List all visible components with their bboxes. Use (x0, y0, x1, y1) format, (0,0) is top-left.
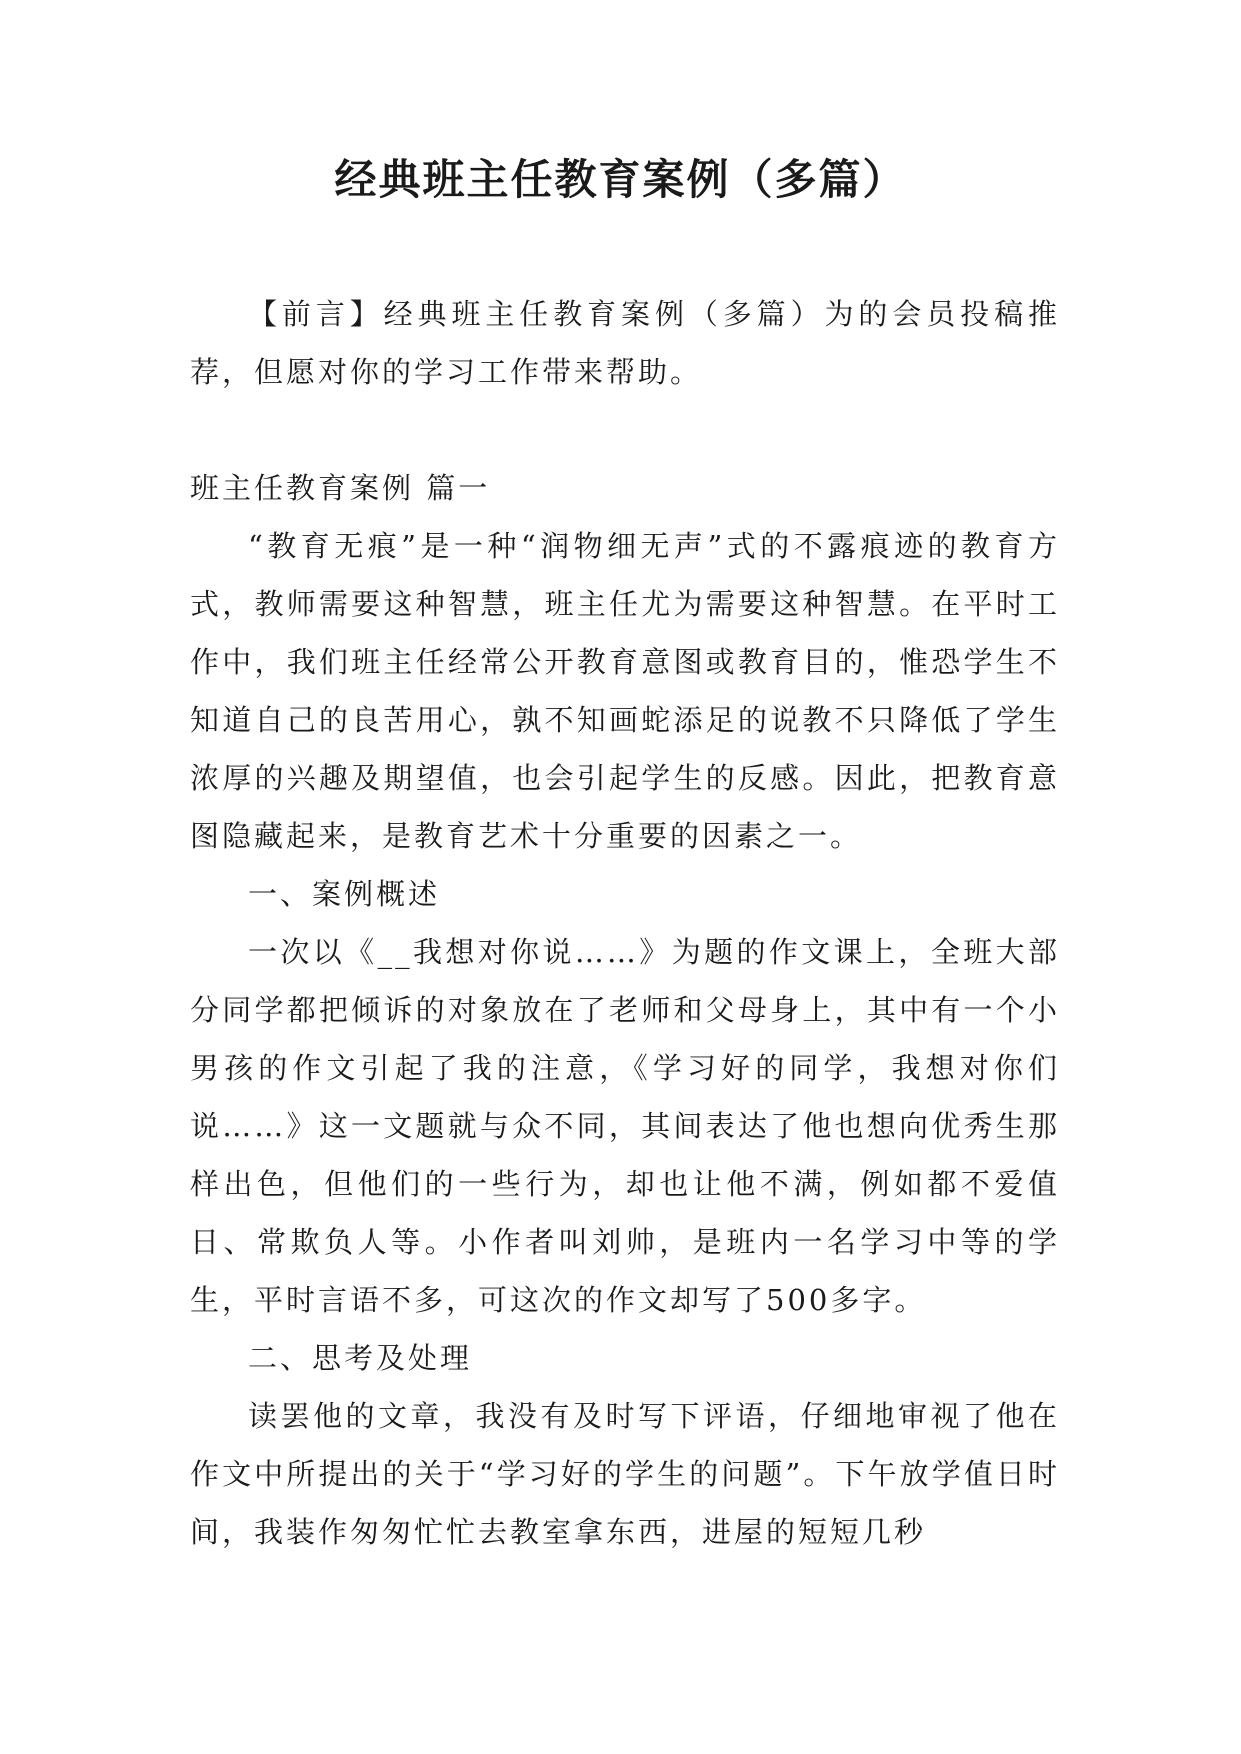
body-paragraph: “教育无痕”是一种“润物细无声”式的不露痕迹的教育方式，教师需要这种智慧，班主任尤为需要这种智慧。在平时工作中，我们班主任经常公开教育意图或教育目的，惟恐学生不知道自己的良苦用心，孰不知画蛇添足的说教不只降低了学生浓厚的兴趣及期望值，也会引起学生的反感。因此，把教育意图隐藏起来，是教育艺术十分重要的因素之一。 (190, 529, 1060, 853)
body-paragraph: 一次以《__我想对你说……》为题的作文课上，全班大部分同学都把倾诉的对象放在了老师和父母身上，其中有一个小男孩的作文引起了我的注意，《学习好的同学，我想对你们说……》这一文题就与众不同，其间表达了他也想向优秀生那样出色，但他们的一些行为，却也让他不满，例如都不爱值日、常欺负人等。小作者叫刘帅，是班内一名学习中等的学生，平时言语不多，可这次的作文却写了500多字。 (190, 935, 1060, 1317)
subheading-case-overview: 一、案例概述 (248, 877, 441, 911)
document-body (190, 285, 1060, 1561)
subheading-thinking-handling: 二、思考及处理 (248, 1341, 473, 1375)
section-title: 班主任教育案例 篇一 (190, 471, 491, 505)
document-title: 经典班主任教育案例（多篇） (334, 155, 907, 204)
body-paragraph: 读罢他的文章，我没有及时写下评语，仔细地审视了他在作文中所提出的关于“学习好的学生的问题”。下午放学值日时间，我装作匆匆忙忙去教室拿东西，进屋的短短几秒 (190, 1399, 1060, 1549)
preface-paragraph: 【前言】经典班主任教育案例（多篇）为的会员投稿推荐，但愿对你的学习工作带来帮助。 (190, 297, 1060, 389)
